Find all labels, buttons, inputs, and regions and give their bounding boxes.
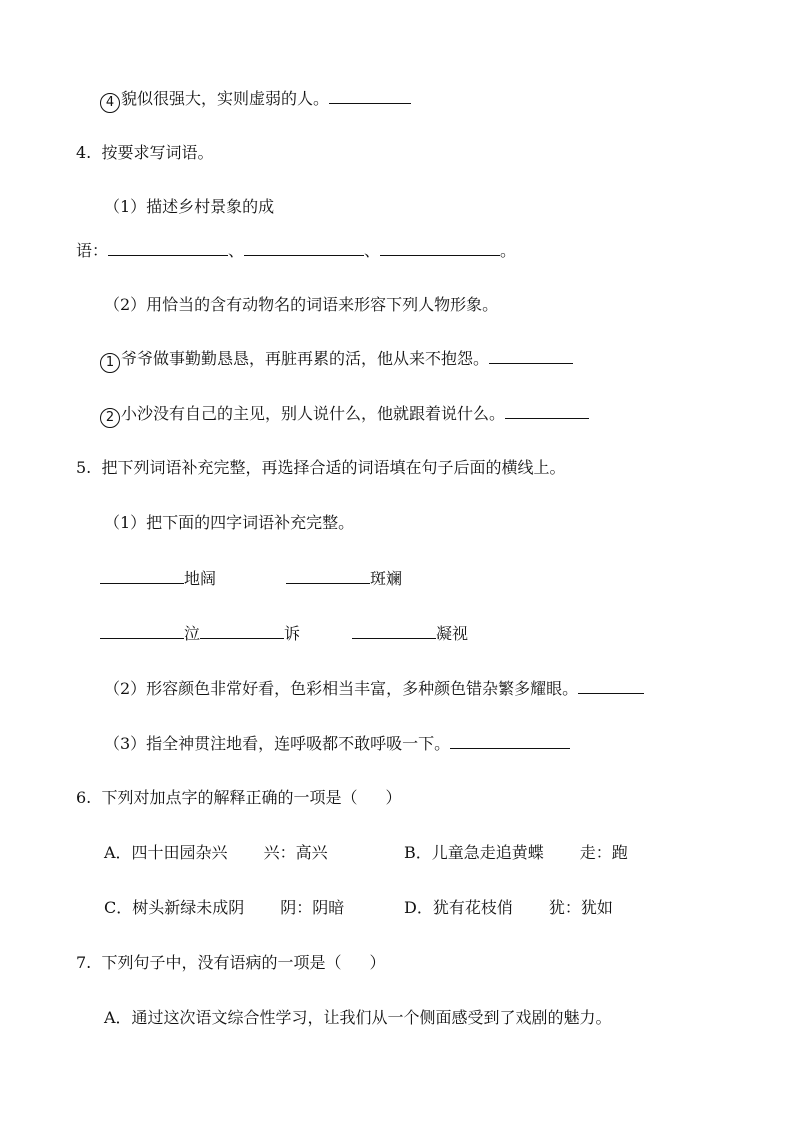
answer-blank-1[interactable] [108,239,228,256]
q6-option-c[interactable] [104,897,344,919]
option-explanation: 阴：阴暗 [280,898,345,917]
question-number: 4. [76,143,92,162]
q4-item-2 [100,402,589,428]
word: 泣 [184,624,201,643]
question-number: 5. [76,458,92,477]
answer-blank[interactable] [505,402,589,419]
q5-part-1: （1）把下面的四字词语补充完整。 [104,513,355,532]
question-title: 把下列词语补充完整，再选择合适的词语填在句子后面的横线上。 [101,458,566,477]
option-text: A．四十田园杂兴 [104,843,228,862]
answer-blank[interactable] [352,622,436,639]
question-title: 按要求写词语。 [101,143,214,162]
close-paren: ） [369,953,386,972]
q4-part-1-label: （1）描述乡村景象的成 [104,197,275,216]
circled-number: 2 [100,408,120,428]
answer-blank[interactable] [578,677,644,694]
answer-blank[interactable] [100,622,184,639]
option-text: A．通过这次语文综合性学习，让我们从一个侧面感受到了戏剧的魅力。 [104,1008,612,1027]
q6-option-b[interactable] [404,842,628,864]
question-number: 6. [76,788,92,807]
close-paren: ） [385,788,402,807]
q4-part-1-blanks [76,239,516,262]
item-text: 爷爷做事勤勤恳恳，再脏再累的活，他从来不抱怨。 [121,349,490,368]
option-explanation: 走：跑 [579,843,628,862]
period: 。 [500,241,517,260]
question-7-heading [76,952,385,974]
q4-item-1 [100,347,573,373]
option-explanation: 兴：高兴 [263,843,328,862]
answer-blank[interactable] [450,732,570,749]
separator: 、 [228,241,245,260]
circled-number: 4 [100,93,120,113]
separator: 、 [364,241,381,260]
answer-blank[interactable] [286,567,370,584]
part-text: （3）指全神贯注地看，连呼吸都不敢呼吸一下。 [104,734,451,753]
q5-part-3 [104,732,570,755]
q4-part-2: （2）用恰当的含有动物名的词语来形容下列人物形象。 [104,295,499,314]
word: 凝视 [436,624,469,643]
option-text: B．儿童急走追黄蝶 [404,843,544,862]
q6-option-d[interactable] [404,897,613,919]
q7-option-a[interactable] [104,1007,612,1029]
question-6-heading [76,787,401,809]
item-text: 貌似很强大，实则虚弱的人。 [121,89,330,108]
part-text: （2）形容颜色非常好看，色彩相当丰富，多种颜色错杂繁多耀眼。 [104,679,579,698]
question-title: 下列对加点字的解释正确的一项是（ [101,788,358,807]
word: 诉 [284,624,301,643]
option-explanation: 犹：犹如 [548,898,613,917]
question-number: 7. [76,953,92,972]
q5-word-row-1b [286,567,402,590]
circled-number: 1 [100,353,120,373]
option-text: C．树头新绿未成阴 [104,898,245,917]
answer-blank[interactable] [200,622,284,639]
answer-blank[interactable] [100,567,184,584]
q5-part-2 [104,677,644,700]
answer-blank-2[interactable] [244,239,364,256]
item-text: 小沙没有自己的主见，别人说什么，他就跟着说什么。 [121,404,506,423]
q5-word-row-2b [352,622,468,645]
answer-blank[interactable] [489,347,573,364]
option-text: D．犹有花枝俏 [404,898,513,917]
q6-option-a[interactable] [104,842,328,864]
answer-blank-3[interactable] [380,239,500,256]
q3-item-4 [100,87,411,113]
word: 地阔 [184,569,217,588]
q5-word-row-1 [100,567,216,590]
label-cont: 语： [76,241,109,260]
question-4-heading [76,142,213,164]
answer-blank[interactable] [329,87,411,104]
word: 斑斓 [370,569,403,588]
q5-word-row-2 [100,622,300,645]
question-5-heading [76,457,565,479]
question-title: 下列句子中，没有语病的一项是（ [101,953,342,972]
